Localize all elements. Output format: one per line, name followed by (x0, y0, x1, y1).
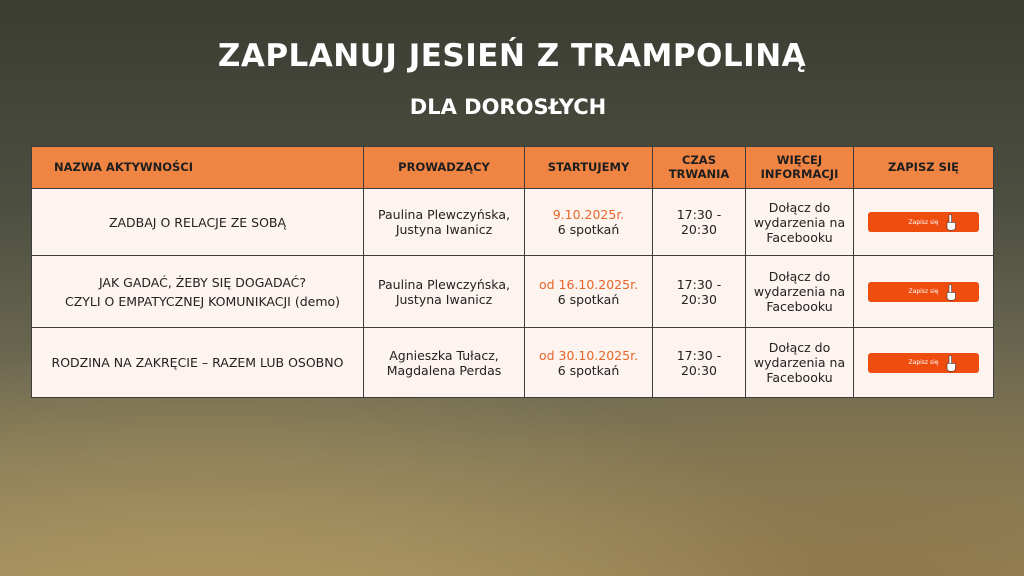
column-header-info: WIĘCEJ INFORMACJI (746, 147, 854, 189)
session-count: 6 spotkań (557, 291, 620, 307)
start-cell (525, 189, 653, 256)
signup-cell (854, 256, 994, 328)
signup-button-label: Zapisz się (908, 218, 939, 226)
start-cell (525, 328, 653, 398)
facebook-event-link[interactable]: Dołącz do wydarzenia na Facebooku (746, 189, 854, 256)
activity-name: ZADBAJ O RELACJE ZE SOBĄ (108, 214, 287, 230)
start-date: od 16.10.2025r. (538, 276, 639, 292)
activity-name: RODZINA NA ZAKRĘCIE – RAZEM LUB OSOBNO (51, 355, 344, 370)
start-cell (525, 256, 653, 328)
signup-button[interactable] (868, 353, 979, 373)
schedule-table (31, 146, 994, 398)
page-subtitle: DLA DOROSŁYCH (409, 95, 607, 119)
signup-cell (854, 328, 994, 398)
time-cell: 17:30 - 20:30 (653, 256, 746, 328)
start-date: od 30.10.2025r. (538, 347, 639, 363)
hosts-cell: Paulina Plewczyńska, Justyna Iwanicz (364, 189, 525, 256)
signup-button[interactable] (868, 212, 979, 232)
activity-cell (32, 189, 364, 256)
table-row (32, 189, 994, 256)
table-header-row (32, 147, 994, 189)
facebook-event-link[interactable]: Dołącz do wydarzenia na Facebooku (746, 256, 854, 328)
column-header-start: STARTUJEMY (525, 147, 653, 189)
hosts-cell: Paulina Plewczyńska, Justyna Iwanicz (364, 256, 525, 328)
activity-subtitle: CZYLI O EMPATYCZNEJ KOMUNIKACJI (demo) (64, 293, 341, 309)
facebook-event-link[interactable]: Dołącz do wydarzenia na Facebooku (746, 328, 854, 398)
session-count: 6 spotkań (557, 222, 620, 237)
session-count: 6 spotkań (557, 362, 620, 378)
column-header-activity: NAZWA AKTYWNOŚCI (32, 147, 364, 189)
signup-cell (854, 189, 994, 256)
activity-name: JAK GADAĆ, ŻEBY SIĘ DOGADAĆ? (98, 274, 307, 290)
page-title: ZAPLANUJ JESIEŃ Z TRAMPOLINĄ (217, 38, 807, 74)
column-header-duration: CZAS TRWANIA (653, 147, 746, 189)
table-row (32, 328, 994, 398)
column-header-signup: ZAPISZ SIĘ (854, 147, 994, 189)
signup-button[interactable] (868, 282, 979, 302)
pointing-hand-icon (945, 214, 957, 231)
column-header-hosts: PROWADZĄCY (364, 147, 525, 189)
table-row (32, 256, 994, 328)
signup-button-label: Zapisz się (908, 288, 939, 296)
signup-button-label: Zapisz się (908, 359, 939, 367)
hosts-cell: Agnieszka Tułacz, Magdalena Perdas (364, 328, 525, 398)
pointing-hand-icon (945, 355, 957, 372)
time-cell: 17:30 - 20:30 (653, 328, 746, 398)
activity-cell (32, 256, 364, 328)
pointing-hand-icon (945, 284, 957, 301)
time-cell: 17:30 - 20:30 (653, 189, 746, 256)
start-date: 9.10.2025r. (552, 207, 625, 222)
activity-cell (32, 328, 364, 398)
